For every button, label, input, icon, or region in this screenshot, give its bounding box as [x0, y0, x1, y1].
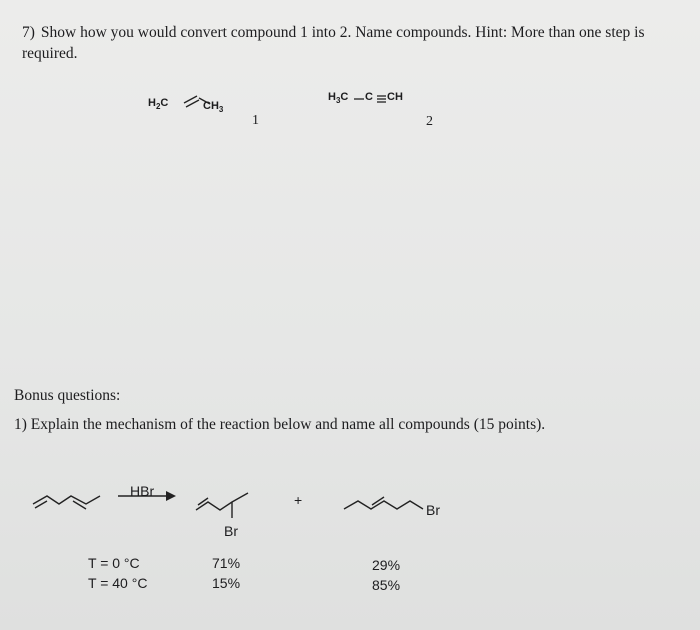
product-2-br: Br [426, 502, 440, 518]
question-7-number: 7) [22, 24, 35, 41]
compound-1-ch3: $CH_3$ [203, 100, 224, 115]
bonus-title: Bonus questions: [14, 387, 121, 404]
reactant-skeleton [33, 496, 100, 509]
condition-p1-yield: 15% [212, 575, 241, 591]
compound-2-h3c: $H_3C$ [328, 91, 349, 106]
reagent-label: HBr [130, 483, 155, 499]
condition-p2-yield: 85% [372, 577, 401, 593]
compound-1-label: 1 [252, 113, 259, 128]
compound-2-label: 2 [426, 114, 433, 129]
compound-2-ch: CH [387, 91, 403, 103]
question-7-text: Show how you would convert compound 1 into 2. Name compounds. Hint: More than one step is required. [22, 24, 645, 62]
plus-sign: + [294, 492, 303, 508]
condition-temp: T = 0 °C [88, 555, 140, 571]
compound-2-c: C [365, 91, 373, 103]
condition-p2-yield: 29% [372, 557, 401, 573]
product-1-skeleton [196, 493, 248, 518]
condition-temp: T = 40 °C [88, 575, 148, 591]
bonus-question-1: 1) Explain the mechanism of the reaction below and name all compounds (15 points). [14, 416, 546, 433]
product-2-skeleton [344, 497, 423, 509]
product-1-br: Br [224, 523, 238, 539]
condition-p1-yield: 71% [212, 555, 241, 571]
compound-1-h2c: $H_2C$ [148, 97, 169, 112]
